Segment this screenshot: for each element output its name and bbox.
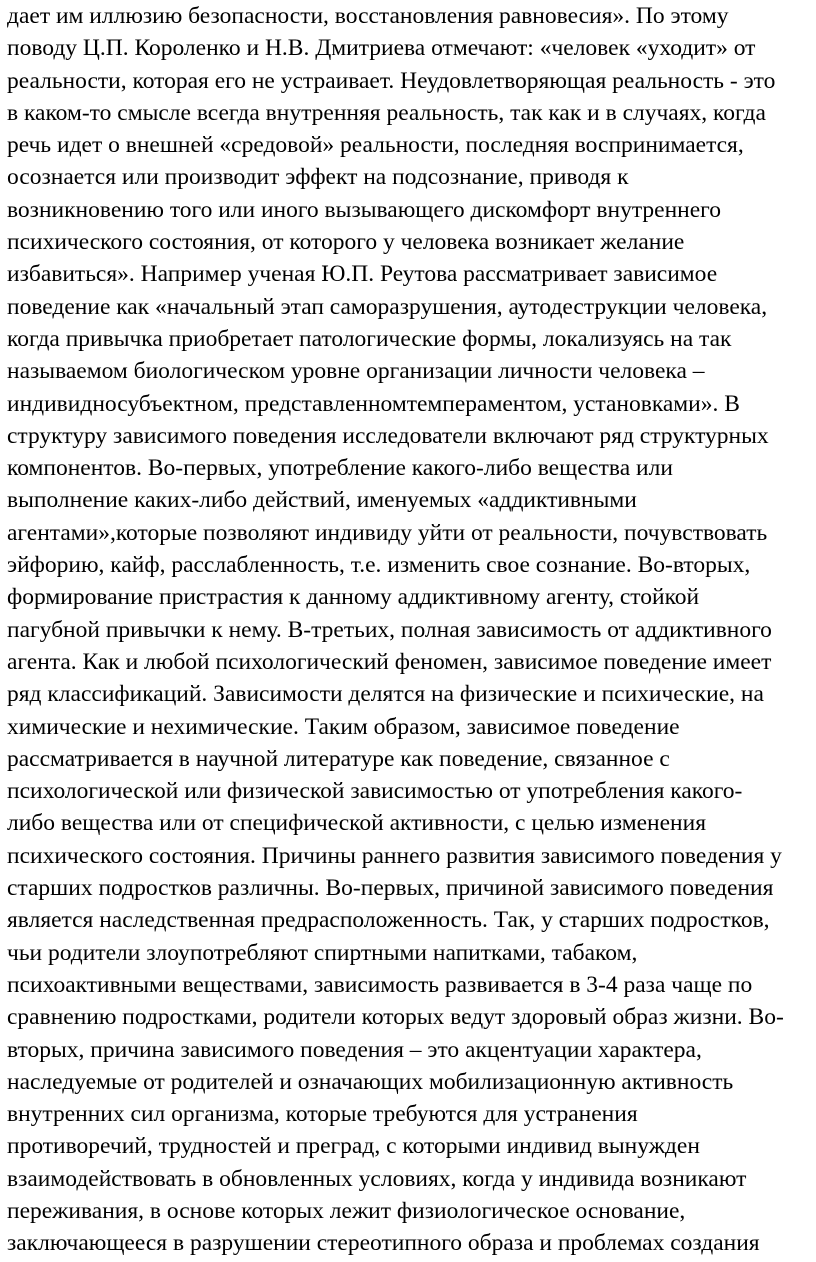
text-line: ряд классификаций. Зависимости делятся на физические и психические, на [7, 681, 764, 708]
text-line: заключающееся в разрушении стереотипного образа и проблемах создания [7, 1230, 760, 1257]
text-line: либо вещества или от специфической активности, с целью изменения [7, 810, 706, 837]
text-line: выполнение каких-либо действий, именуемых «аддиктивными [7, 487, 637, 514]
text-line: избавиться». Например ученая Ю.П. Реутова рассматривает зависимое [7, 261, 718, 288]
text-line: поведение как «начальный этап саморазрушения, аутодеструкции человека, [7, 293, 768, 320]
text-line: психоактивными веществами, зависимость развивается в 3-4 раза чаще по [7, 971, 753, 998]
text-line: психологической или физической зависимостью от употребления какого- [7, 778, 743, 805]
text-line: рассматривается в научной литературе как поведение, связанное с [7, 745, 670, 772]
text-line: индивидносубъектном, представленномтемпераментом, установками». В [7, 390, 740, 417]
text-line: противоречий, трудностей и преград, с которыми индивид вынужден [7, 1133, 700, 1160]
text-line: вторых, причина зависимого поведения – это акцентуации характера, [7, 1036, 702, 1063]
body-text [7, 0, 813, 1260]
text-line: психического состояния, от которого у человека возникает желание [7, 229, 685, 256]
text-line: речь идет о внешней «средовой» реальности, последняя воспринимается, [7, 132, 744, 159]
text-line: агента. Как и любой психологический феномен, зависимое поведение имеет [7, 648, 772, 675]
text-line: переживания, в основе которых лежит физиологическое основание, [7, 1197, 686, 1224]
text-line: взаимодействовать в обновленных условиях, когда у индивида возникают [7, 1165, 747, 1192]
text-line: наследуемые от родителей и означающих мобилизационную активность [7, 1068, 734, 1095]
text-line: агентами»,которые позволяют индивиду уйти от реальности, почувствовать [7, 519, 768, 546]
text-line: сравнению подростками, родители которых ведут здоровый образ жизни. Во- [7, 1004, 784, 1031]
text-line: формирование пристрастия к данному аддиктивному агенту, стойкой [7, 584, 700, 611]
text-line: дает им иллюзию безопасности, восстановления равновесия». По этому [7, 3, 729, 29]
text-line: поводу Ц.П. Короленко и Н.В. Дмитриева отмечают: «человек «уходит» от [7, 35, 756, 62]
text-line: компонентов. Во-первых, употребление какого-либо вещества или [7, 455, 673, 482]
text-line: является наследственная предрасположенность. Так, у старших подростков, [7, 907, 770, 934]
text-line: осознается или производит эффект на подсознание, приводя к [7, 164, 629, 191]
text-line: структуру зависимого поведения исследователи включают ряд структурных [7, 422, 769, 449]
text-line: химические и нехимические. Таким образом, зависимое поведение [7, 713, 680, 740]
text-line: когда привычка приобретает патологические формы, локализуясь на так [7, 325, 732, 352]
text-line: реальности, которая его не устраивает. Неудовлетворяющая реальность - это [7, 67, 776, 94]
text-line: внутренних сил организма, которые требуются для устранения [7, 1101, 638, 1128]
text-line: чьи родители злоупотребляют спиртными напитками, табаком, [7, 939, 638, 966]
text-line: старших подростков различны. Во-первых, причиной зависимого поведения [7, 875, 774, 902]
text-line: эйфорию, кайф, расслабленность, т.е. изменить свое сознание. Во-вторых, [7, 552, 751, 579]
text-line: пагубной привычки к нему. В-третьих, полная зависимость от аддиктивного [7, 616, 772, 643]
text-line: возникновению того или иного вызывающего дискомфорт внутреннего [7, 196, 721, 223]
text-line: психического состояния. Причины раннего развития зависимого поведения у [7, 842, 782, 869]
text-line: в каком-то смысле всегда внутренняя реальность, так как и в случаях, когда [7, 99, 766, 126]
text-line: называемом биологическом уровне организации личности человека – [7, 358, 705, 385]
